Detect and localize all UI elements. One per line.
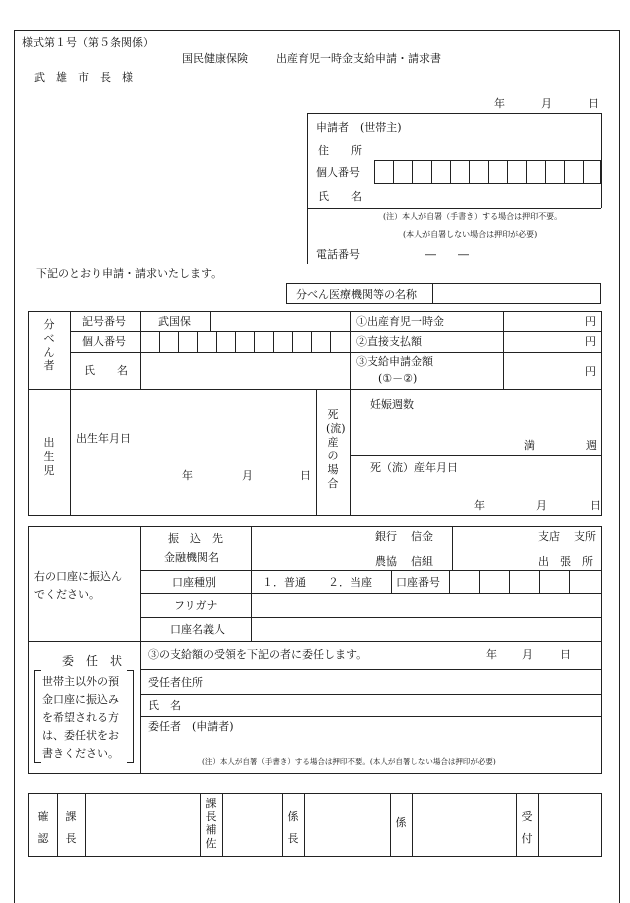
delegation-bracket-right [127,670,134,763]
gestation-full: 満 [524,439,535,452]
bank-type-nokyo: 農協 [375,555,397,568]
mother-mynumber-label: 個人番号 [82,335,126,348]
header-day: 日 [588,97,599,110]
birth-year: 年 [182,469,193,482]
delegation-day: 日 [560,648,571,661]
claim-amount-yen: 円 [585,365,596,378]
mother-code-value: 武国保 [158,315,191,328]
applicant-box-left [307,113,308,264]
bank-type-shinkumi: 信組 [411,555,433,568]
transfer-label-2: 金融機関名 [164,551,219,564]
branch-shiten: 支店 [538,530,560,543]
gestation-weeks: 週 [586,439,597,452]
account-type-label: 口座種別 [172,576,216,589]
lump-sum-label: ①出産育児一時金 [356,315,444,328]
stillbirth-date-label: 死（流）産年月日 [370,461,458,474]
delegate-name-label: 氏 名 [148,699,181,712]
delegation-side-line-2: 金口座に振込み [42,693,119,706]
delegation-statement: ③の支給額の受領を下記の者に委任します。 [148,648,368,661]
delegation-side-line-5: 書きください。 [42,747,119,760]
stamp-assistant-chief: 課長補佐 [205,797,217,850]
stillbirth-side-label: 死(流)産の場合 [326,408,346,490]
delegation-year: 年 [486,648,497,661]
account-type-options[interactable]: １．普通 ２．当座 [262,576,372,589]
branch-shutchojo: 出 張 所 [538,555,593,568]
delegation-side-line-4: は、委任状をお [42,729,119,742]
bank-side-text-1: 右の口座に振込ん [34,570,122,583]
mother-code-label: 記号番号 [82,315,126,328]
applicant-address-label: 住 所 [318,144,362,157]
delegation-bracket-left [34,670,41,763]
applicant-note-2: (本人が自署しない場合は押印が必要) [403,230,538,239]
baby-side-label: 出生児 [43,436,55,477]
stamp-staff: 係 [395,816,407,829]
addressee: 武 雄 市 長 様 [34,71,133,84]
stillbirth-day: 日 [590,499,601,512]
applicant-phone-dashes: ― ― [425,248,469,261]
delegation-month: 月 [522,648,533,661]
account-holder-label: 口座名義人 [170,623,225,636]
claim-amount-label: ③支給申請金額 [356,355,433,368]
bank-side-text-2: でください。 [34,588,100,601]
applicant-phone-label: 電話番号 [316,248,360,261]
delegator-label: 委任者 (申請者) [148,720,234,733]
mother-name-label: 氏 名 [84,364,128,377]
birth-day: 日 [300,469,311,482]
mother-side-label: 分べん者 [43,318,55,373]
gestation-label: 妊娠週数 [370,398,414,411]
transfer-label-1: 振 込 先 [168,532,223,545]
request-text: 下記のとおり申請・請求いたします。 [36,267,223,280]
applicant-box-rule [307,208,601,209]
branch-shisho: 支所 [574,530,596,543]
applicant-box-top [307,113,601,114]
birth-month: 月 [242,469,253,482]
furigana-label: フリガナ [174,599,218,612]
birthdate-label: 出生年月日 [76,432,131,445]
lump-sum-yen: 円 [585,315,596,328]
delegation-side-line-3: を希望される方 [42,711,119,724]
delegation-title: 委 任 状 [62,654,123,668]
header-year: 年 [494,97,505,110]
claim-amount-formula: (①－②) [378,372,418,385]
delegation-note: (注）本人が自署（手書き）する場合は押印不要。(本人が自署しない場合は押印が必要) [202,757,496,766]
stamp-confirm: 確認 [37,810,49,845]
applicant-name-label: 氏 名 [318,190,362,203]
stamp-chief: 課長 [65,810,77,845]
applicant-heading: 申請者 (世帯主) [316,121,402,134]
stamp-section-chief: 係長 [287,810,299,845]
applicant-note-1: (注）本人が自署（手書き）する場合は押印不要。 [383,212,563,221]
bank-type-shinkin: 信金 [411,530,433,543]
stillbirth-month: 月 [536,499,547,512]
stillbirth-year: 年 [474,499,485,512]
direct-payment-yen: 円 [585,335,596,348]
title-left: 国民健康保険 [182,52,248,65]
delegation-side-line-1: 世帯主以外の預 [42,675,119,688]
stamp-received: 受付 [521,810,533,845]
direct-payment-label: ②直接支払額 [356,335,422,348]
bank-type-bank: 銀行 [375,530,397,543]
account-number-label: 口座番号 [396,576,440,589]
applicant-mynumber-label: 個人番号 [316,166,360,179]
delegate-address-label: 受任者住所 [148,676,203,689]
facility-name-label: 分べん医療機関等の名称 [296,288,417,301]
form-id: 様式第１号（第５条関係） [22,36,154,49]
header-month: 月 [541,97,552,110]
applicant-box-right [601,113,602,208]
form-title: 出産育児一時金支給申請・請求書 [276,52,441,65]
